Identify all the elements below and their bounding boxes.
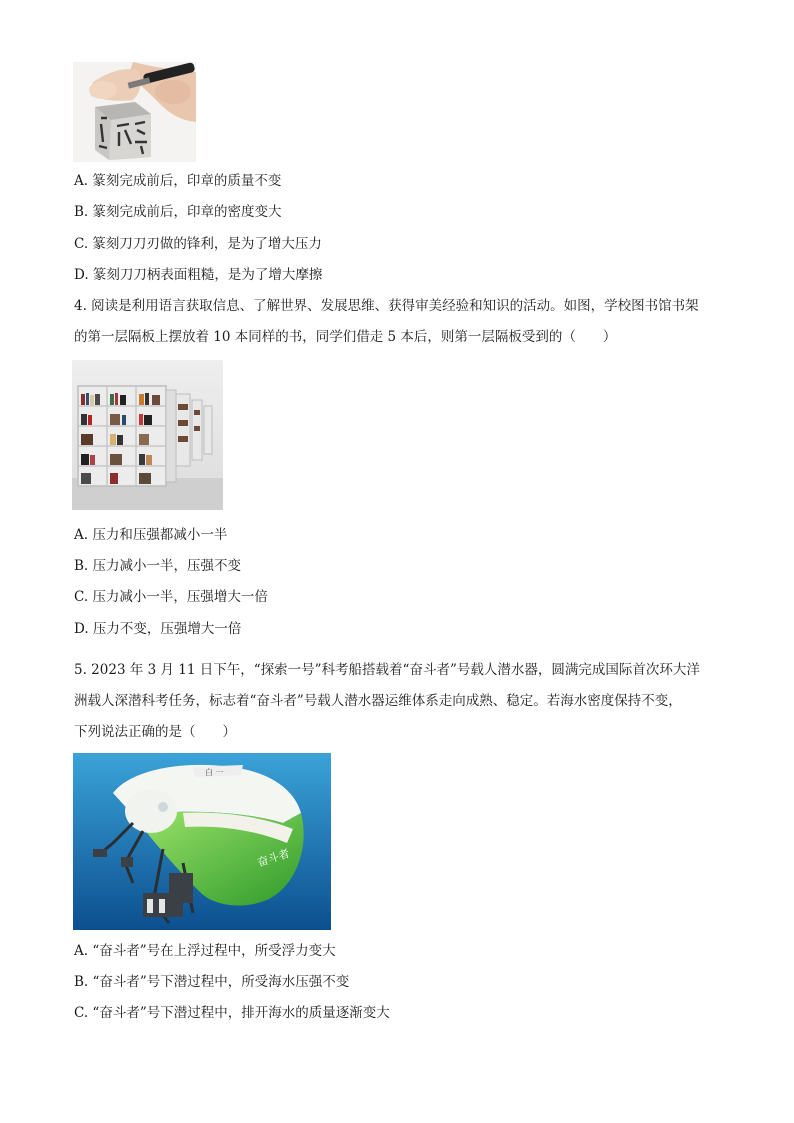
q3-option-d: D. 篆刻刀刀柄表面粗糙，是为了增大摩擦 bbox=[74, 267, 323, 283]
q5-option-b: B. “奋斗者”号下潜过程中，所受海水压强不变 bbox=[74, 974, 350, 990]
submersible-image bbox=[73, 753, 331, 930]
q3-option-a: A. 篆刻完成前后，印章的质量不变 bbox=[74, 173, 282, 189]
submersible-hull-label: 奋斗者 bbox=[255, 846, 292, 870]
seal-carving-image bbox=[73, 62, 196, 162]
q5-option-a: A. “奋斗者”号在上浮过程中，所受浮力变大 bbox=[74, 943, 336, 959]
q5-option-c: C. “奋斗者”号下潜过程中，排开海水的质量逐渐变大 bbox=[74, 1005, 390, 1021]
q4-stem-line2: 的第一层隔板上摆放着 10 本同样的书，同学们借走 5 本后，则第一层隔板受到的（ ） bbox=[74, 329, 617, 345]
q5-stem-line1: 5. 2023 年 3 月 11 日下午，“探索一号”科考船搭载着“奋斗者”号载人潜水器，圆满完成国际首次环大洋 bbox=[74, 662, 700, 678]
q4-option-c: C. 压力减小一半，压强增大一倍 bbox=[74, 589, 268, 605]
q3-option-c: C. 篆刻刀刀刃做的锋利，是为了增大压力 bbox=[74, 236, 322, 252]
q5-stem-line3: 下列说法正确的是（ ） bbox=[74, 724, 236, 740]
q4-option-b: B. 压力减小一半，压强不变 bbox=[74, 558, 242, 574]
q4-option-a: A. 压力和压强都减小一半 bbox=[74, 527, 228, 543]
q3-option-b: B. 篆刻完成前后，印章的密度变大 bbox=[74, 204, 282, 220]
q4-stem-line1: 4. 阅读是利用语言获取信息、了解世界、发展思维、获得审美经验和知识的活动。如图，学校图书馆书架 bbox=[74, 298, 699, 314]
bookshelf-image bbox=[72, 360, 223, 510]
svg-text:白 一: 白 一 bbox=[205, 768, 224, 777]
q4-option-d: D. 压力不变，压强增大一倍 bbox=[74, 621, 242, 637]
q5-stem-line2: 洲载人深潜科考任务，标志着“奋斗者”号载人潜水器运维体系走向成熟、稳定。若海水密度保持不变， bbox=[74, 693, 682, 709]
